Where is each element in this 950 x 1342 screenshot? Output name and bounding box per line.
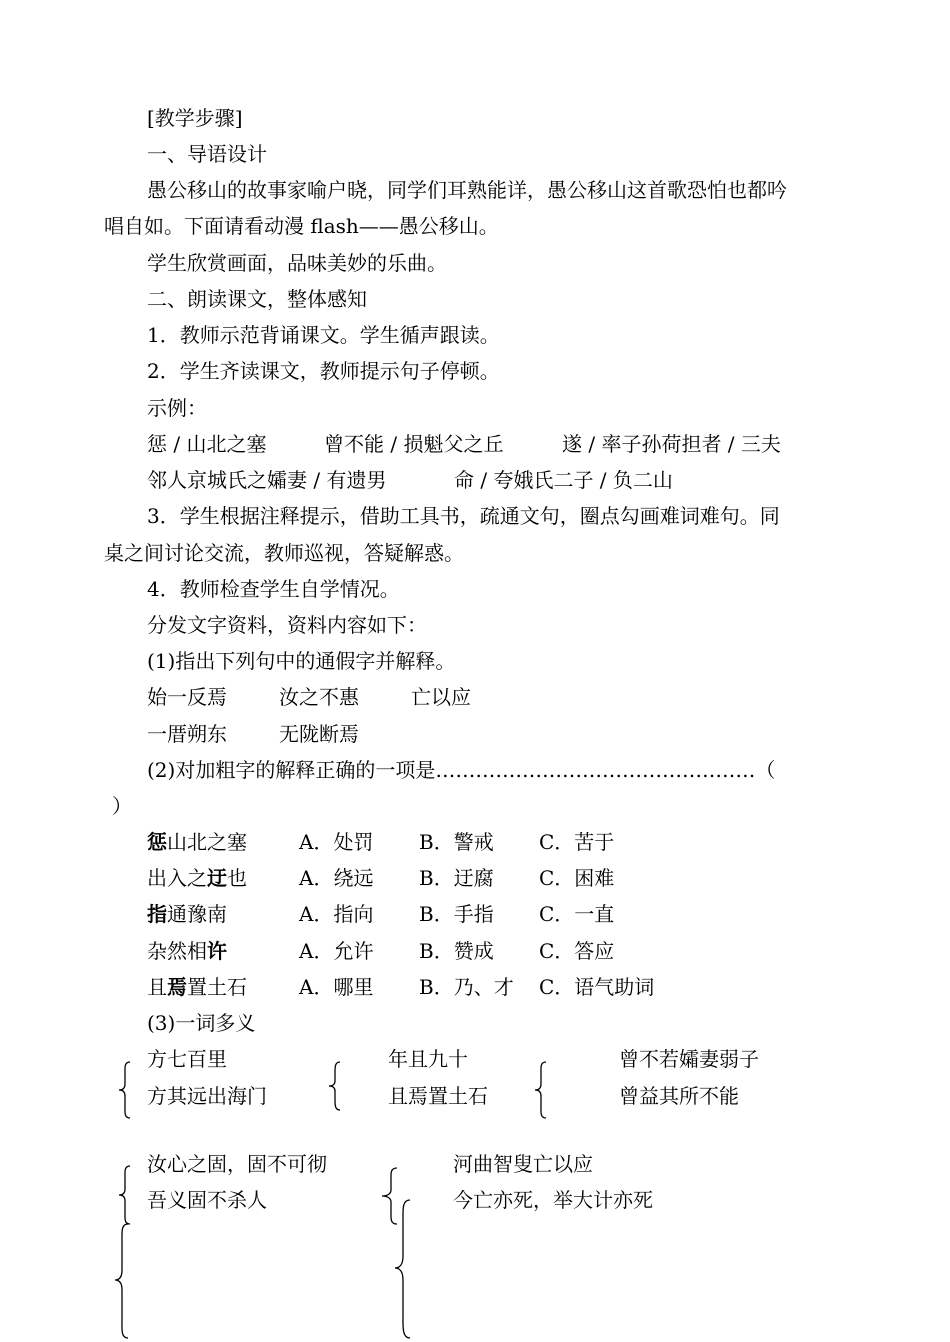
polysemy-sentence: 曾不若孀妻弱子 — [619, 1047, 759, 1071]
step-3-line-2: 桌之间讨论交流，教师巡视，答疑解惑。 — [104, 541, 464, 565]
polysemy-sentence: 方其远出海门 — [147, 1084, 267, 1108]
polysemy-sentence: 吾义固不杀人 — [147, 1188, 267, 1212]
question-2-title: (2)对加粗字的解释正确的一项是…………………………………………（ — [147, 758, 776, 782]
polysemy-sentence: 汝心之固，固不可彻 — [147, 1152, 327, 1176]
polysemy-sentence: 曾益其所不能 — [619, 1084, 739, 1108]
polysemy-sentence: 年且九十 — [388, 1047, 468, 1071]
pause-example: 邻人京城氏之孀妻 / 有遗男 — [147, 468, 387, 492]
option-a: A．哪里 — [299, 975, 374, 999]
tongjia-sentence: 无陇断焉 — [279, 722, 359, 746]
bold-character: 指 — [147, 902, 167, 926]
bold-character: 焉 — [167, 975, 187, 999]
part1-title: 一、导语设计 — [147, 142, 267, 166]
option-a: A．处罚 — [299, 830, 374, 854]
option-c: C．一直 — [539, 902, 615, 926]
option-a: A．允许 — [299, 939, 374, 963]
question-2-item-1: 惩山北之塞 — [147, 830, 247, 854]
left-brace-icon — [532, 1060, 552, 1120]
option-b: B．手指 — [419, 902, 494, 926]
option-b: B．迂腐 — [419, 866, 494, 890]
step-2: 2．学生齐读课文，教师提示句子停顿。 — [147, 359, 500, 383]
left-brace-icon — [116, 1060, 136, 1120]
option-b: B．警戒 — [419, 830, 494, 854]
option-c: C．答应 — [539, 939, 615, 963]
step-1: 1．教师示范背诵课文。学生循声跟读。 — [147, 323, 500, 347]
question-3-title: (3)一词多义 — [147, 1011, 256, 1035]
left-brace-icon — [392, 1198, 414, 1340]
left-brace-icon — [112, 1222, 134, 1340]
option-b: B．乃、才 — [419, 975, 514, 999]
question-2-item-5: 且焉置土石 — [147, 975, 247, 999]
bold-character: 迂 — [207, 866, 227, 890]
intro-paragraph-line-2: 唱自如。下面请看动漫 flash——愚公移山。 — [104, 214, 499, 238]
tongjia-sentence: 始一反焉 — [147, 685, 227, 709]
question-2-item-2: 出入之迂也 — [147, 866, 247, 890]
bold-character: 惩 — [147, 830, 167, 854]
question-2-item-4: 杂然相许 — [147, 939, 227, 963]
polysemy-sentence: 今亡亦死，举大计亦死 — [453, 1188, 653, 1212]
pause-example: 惩 / 山北之塞 — [147, 432, 267, 456]
pause-example: 遂 / 率子孙荷担者 / 三夫 — [562, 432, 781, 456]
section-heading: [教学步骤] — [147, 106, 243, 130]
tongjia-sentence: 亡以应 — [411, 685, 471, 709]
step-4: 4．教师检查学生自学情况。 — [147, 577, 400, 601]
option-a: A．指向 — [299, 902, 374, 926]
bold-character: 许 — [207, 939, 227, 963]
question-2-close-paren: ） — [112, 794, 132, 818]
left-brace-icon — [116, 1164, 136, 1226]
question-2-item-3: 指通豫南 — [147, 902, 227, 926]
step-3-line-1: 3．学生根据注释提示，借助工具书，疏通文句，圈点勾画难词难句。同 — [147, 504, 780, 528]
polysemy-sentence: 且焉置土石 — [388, 1084, 488, 1108]
intro-paragraph-line-1: 愚公移山的故事家喻户晓，同学们耳熟能详，愚公移山这首歌恐怕也都吟 — [147, 178, 787, 202]
left-brace-icon — [326, 1060, 346, 1112]
part2-title: 二、朗读课文，整体感知 — [147, 287, 367, 311]
handout-intro: 分发文字资料，资料内容如下： — [147, 613, 427, 637]
polysemy-sentence: 河曲智叟亡以应 — [453, 1152, 593, 1176]
option-c: C．苦于 — [539, 830, 615, 854]
polysemy-sentence: 方七百里 — [147, 1047, 227, 1071]
tongjia-sentence: 一厝朔东 — [147, 722, 227, 746]
tongjia-sentence: 汝之不惠 — [279, 685, 359, 709]
question-1-title: (1)指出下列句中的通假字并解释。 — [147, 649, 456, 673]
pause-example: 命 / 夸娥氏二子 / 负二山 — [454, 468, 673, 492]
pause-example: 曾不能 / 损魁父之丘 — [324, 432, 504, 456]
option-c: C．困难 — [539, 866, 615, 890]
example-label: 示例： — [147, 396, 207, 420]
appreciation-paragraph: 学生欣赏画面，品味美妙的乐曲。 — [147, 251, 447, 275]
option-c: C．语气助词 — [539, 975, 655, 999]
option-b: B．赞成 — [419, 939, 494, 963]
option-a: A．绕远 — [299, 866, 374, 890]
